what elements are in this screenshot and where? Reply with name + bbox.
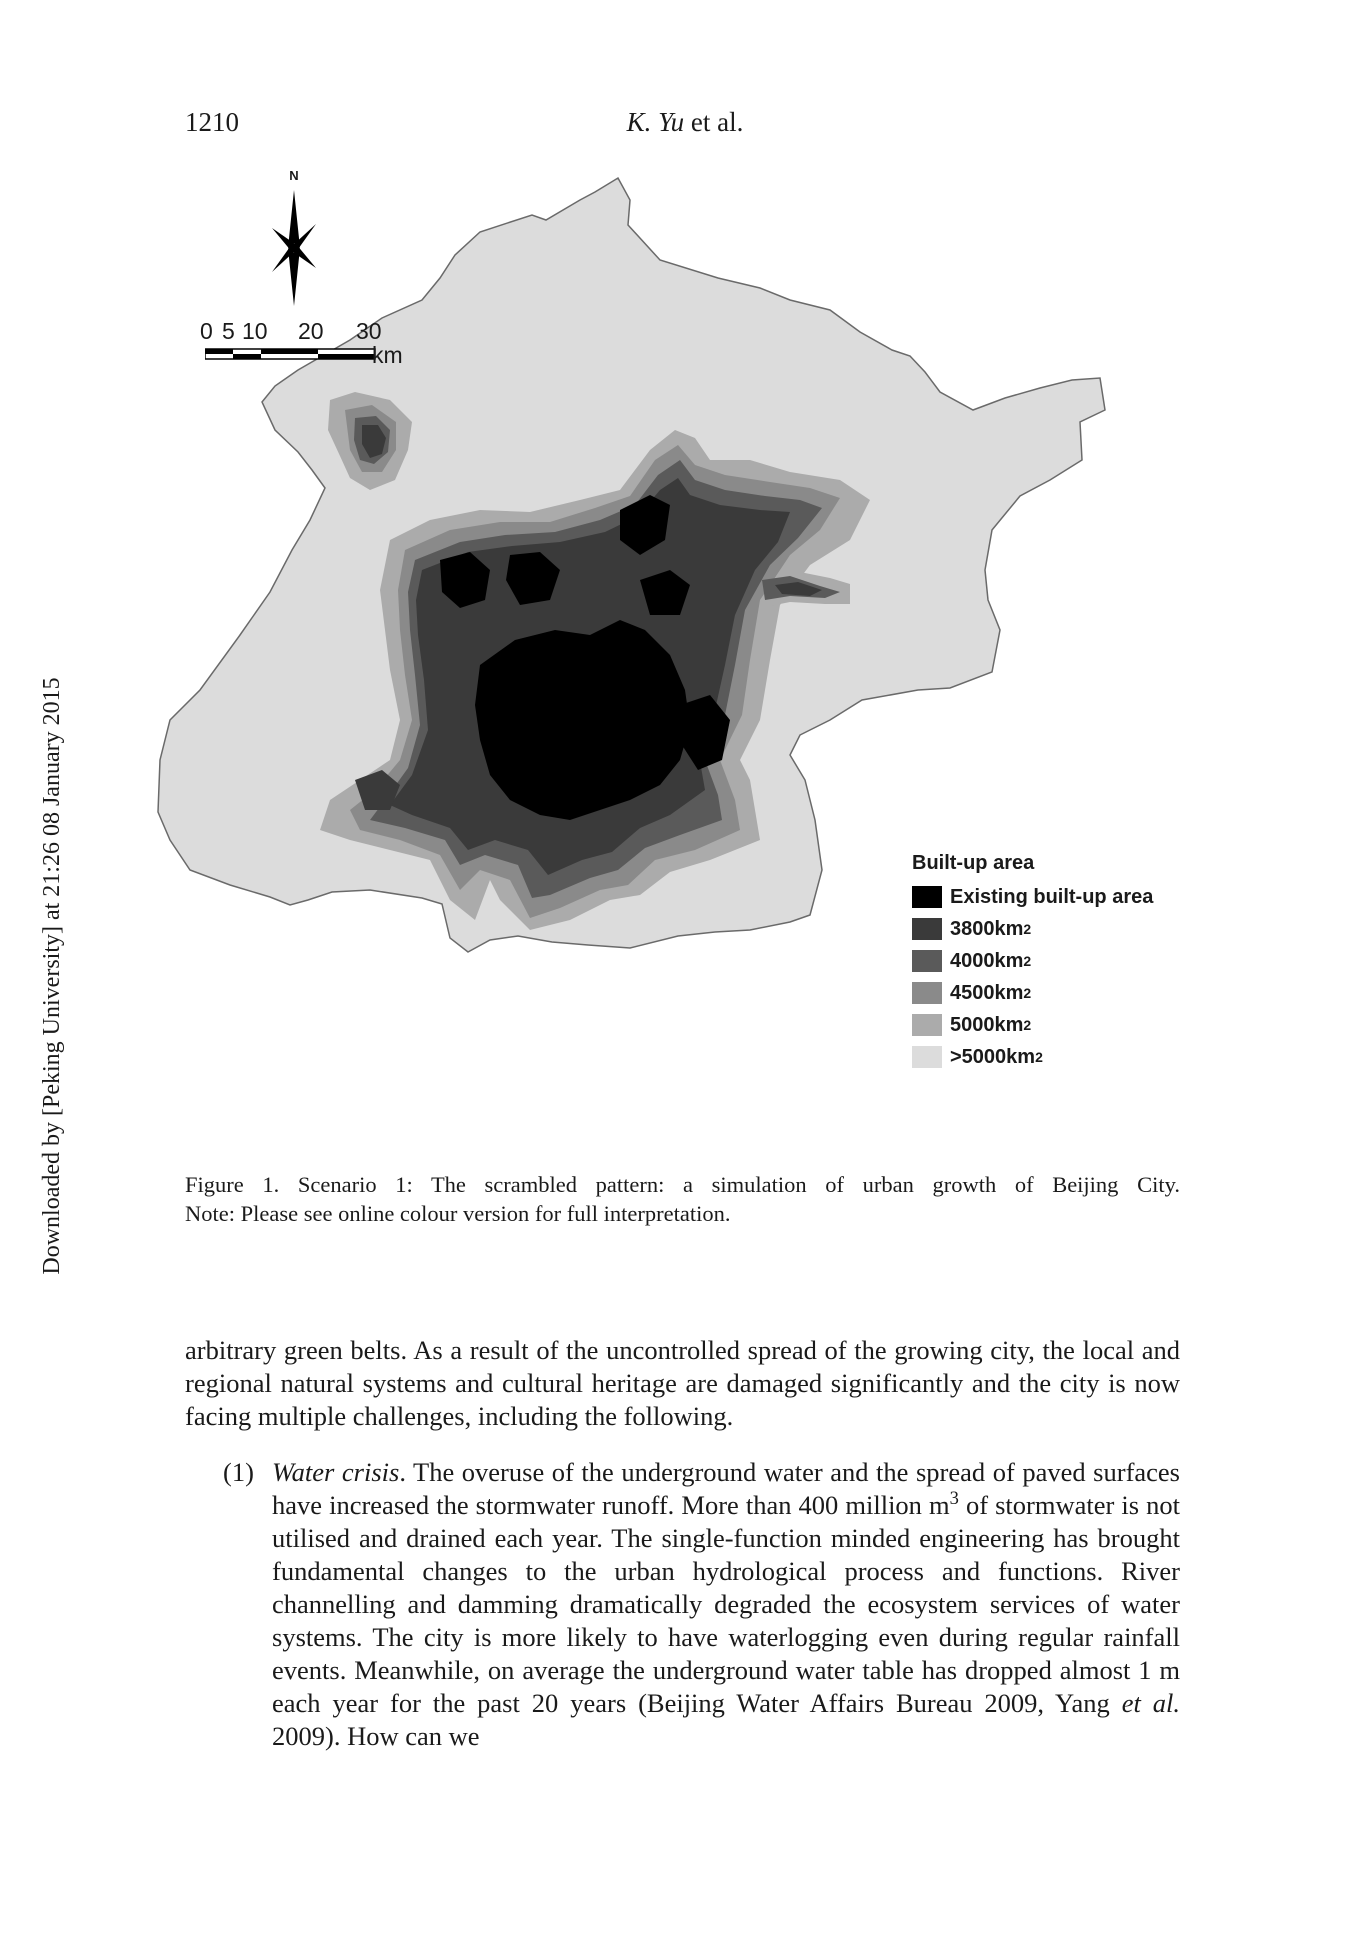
running-head xyxy=(0,107,1370,138)
list-text-part-a: . The overuse of the underground water and the spread of paved surfaces have increased the stormwater runoff. More than 400 million m xyxy=(272,1457,1180,1520)
scale-tick-label: 0 xyxy=(200,318,213,344)
north-label: N xyxy=(289,168,299,183)
legend-label: 3800km xyxy=(950,917,1024,940)
legend-item: 4500km 2 xyxy=(912,977,1192,1009)
legend-swatch xyxy=(912,950,942,972)
list-item-title: Water crisis xyxy=(272,1457,400,1487)
legend-item xyxy=(912,881,1192,913)
list-text-part-b: of stormwater is not utilised and drained each year. The single-function minded engineering has brought fundamental changes to the urban hydrological process and functions. River channelling and damming dramatically degraded the ecosystem services of water systems. The city is more likely to have waterlogging even during regular rainfall events. Meanwhile, on average the underground water table has dropped almost 1 m each year for the past 20 years (Beijing Water Affairs Bureau 2009, Yang xyxy=(272,1490,1180,1718)
legend-item: 3800km 2 xyxy=(912,913,1192,945)
download-note: Downloaded by [Peking University] at 21:26 08 January 2015 xyxy=(39,677,65,1275)
legend-swatch xyxy=(912,1046,942,1068)
scale-bar xyxy=(200,318,440,374)
legend-swatch xyxy=(912,886,942,908)
legend-item: >5000km 2 xyxy=(912,1041,1192,1073)
legend-label: 4500km xyxy=(950,981,1024,1004)
caption-line-1: Figure 1. Scenario 1: The scrambled pattern: a simulation of urban growth of Beijing City. xyxy=(185,1172,1180,1197)
page-number: 1210 xyxy=(185,107,239,137)
legend-swatch xyxy=(912,982,942,1004)
list-item-text xyxy=(272,1456,1180,1753)
legend-label: >5000km xyxy=(950,1045,1036,1068)
legend-title: Built-up area xyxy=(912,852,1035,874)
superscript: 3 xyxy=(949,1488,959,1510)
legend-item: 4000km 2 xyxy=(912,945,1192,977)
legend-item: 5000km 2 xyxy=(912,1009,1192,1041)
scale-tick-label: 10 xyxy=(242,318,268,344)
north-arrow xyxy=(258,168,330,308)
legend-label: Existing built-up area xyxy=(950,885,1154,908)
list-number: (1) xyxy=(223,1457,254,1487)
list-item-water-crisis xyxy=(185,1456,1180,1753)
map-legend xyxy=(912,852,1192,1073)
scale-tick-label: 5 xyxy=(222,318,235,344)
scale-tick-label: 20 xyxy=(298,318,324,344)
figure-caption xyxy=(185,1170,1180,1228)
et-al: et al. xyxy=(1121,1688,1180,1718)
scale-bar-graphic xyxy=(205,348,385,360)
running-head-author: K. Yu xyxy=(626,107,685,137)
scale-tick-label: 30 xyxy=(356,318,382,344)
running-head-etal: et al. xyxy=(684,107,744,137)
list-text-part-c: 2009). How can we xyxy=(272,1721,480,1751)
compass-rose-icon xyxy=(258,168,330,308)
body-paragraph: arbitrary green belts. As a result of the uncontrolled spread of the growing city, the local and regional natural systems and cultural heritage are damaged significantly and the city is now facing multiple challenges, including the following. xyxy=(185,1335,1180,1431)
legend-swatch xyxy=(912,1014,942,1036)
body-text xyxy=(185,1334,1180,1753)
scale-unit: km xyxy=(372,342,403,368)
legend-swatch xyxy=(912,918,942,940)
legend-label: 4000km xyxy=(950,949,1024,972)
caption-line-2: Note: Please see online colour version for full interpretation. xyxy=(185,1201,731,1226)
legend-label: 5000km xyxy=(950,1013,1024,1036)
